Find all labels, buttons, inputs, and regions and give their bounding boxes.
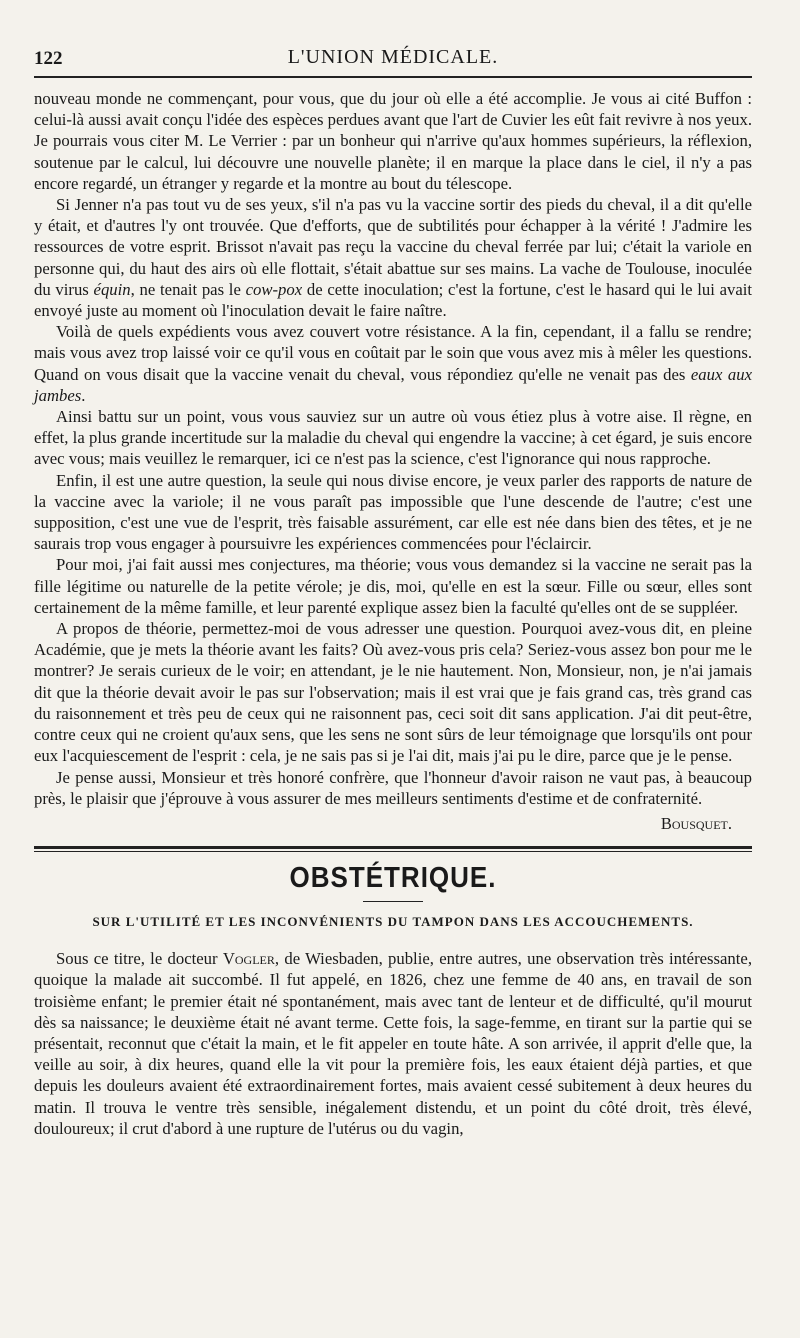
article-paragraph <box>34 948 752 1139</box>
page-header <box>34 42 752 74</box>
main-content <box>34 88 752 1139</box>
paragraph <box>34 88 752 194</box>
page-number: 122 <box>34 48 63 69</box>
paragraph <box>34 554 752 618</box>
header-rule <box>34 76 752 78</box>
paragraph <box>34 767 752 809</box>
text-run: Je pense aussi, Monsieur et très honoré confrère, que l'honneur d'avoir raison ne vaut pas, à beaucoup près, le plaisir que j'éprouve à vous assurer de mes meilleurs sentiments d'estime et de confraternité. <box>34 767 752 808</box>
text-run: Sous ce titre, le docteur <box>56 949 223 969</box>
paragraph <box>34 406 752 470</box>
signature: Bousquet. <box>660 813 732 833</box>
text-run: Enfin, il est une autre question, la seule qui nous divise encore, je veux parler des rapports de nature de la vaccine avec la variole; il ne vous paraît pas impossible que l'une descende de l'autre; c'est une supposition, c'est une vue de l'esprit, très faisable assurément, car elle est née dans bien des têtes, et je ne saurais trop vous engager à poursuivre les expériences commencées pour l'éclaircir. <box>34 470 752 554</box>
text-run: de cette inoculation; c'est la fortune, c'est le hasard qui le lui avait envoyé juste au moment où l'inoculation devait le faire naître. <box>34 279 752 321</box>
text-run: Voilà de quels expédients vous avez couvert votre résistance. A la fin, cependant, il a fallu se rendre; mais vous avez trop laissé voir ce qu'il vous en coûtait par le soin que vous avez mis à mêler les questions. Quand on vous disait que la vaccine venait du cheval, vous répondiez qu'elle ne venait pas des <box>34 322 752 384</box>
text-run: A propos de théorie, permettez-moi de vous adresser une question. Pourquoi avez-vous dit, en pleine Académie, que je mets la théorie avant les faits? Où avez-vous pris cela? Seriez-vous assez bon pour me le montrer? Je serais curieux de le voir; en attendant, je le nie hautement. Non, Monsieur, non, je n'ai jamais dit que la théorie devait avoir le pas sur l'observation; mais il est vrai que je fais grand cas, très grand cas du raisonnement et très peu de ceux qui ne raisonnent pas, ceci soit dit sans application. J'ai dit peut-être, contre ceux qui ne croient qu'aux sens, que les sens ne sont sûrs de leur témoignage que lorsqu'ils ont pour eux l'acquiescement de l'esprit : cela, je ne sais pas si je l'ai dit, mais j'ai pu le dire, parce que je le pense. <box>34 619 752 766</box>
title-rule <box>363 901 423 902</box>
section-title: OBSTÉTRIQUE. <box>289 860 497 894</box>
article-subtitle: SUR L'UTILITÉ ET LES INCONVÉNIENTS DU TAMPON DANS LES ACCOUCHEMENTS. <box>92 914 694 930</box>
paragraph <box>34 618 752 766</box>
paragraph <box>34 470 752 555</box>
text-run: Pour moi, j'ai fait aussi mes conjectures, ma théorie; vous vous demandez si la vaccine ne serait pas la fille légitime ou naturelle de la petite vérole; je dis, moi, qu'elle en est la sœur. Fille ou sœur, elles sont certainement de la même famille, et leur parenté explique assez bien la faculté qu'elles ont de se suppléer. <box>34 555 752 617</box>
italic-term: cow-pox <box>245 279 303 299</box>
running-title: L'UNION MÉDICALE. <box>287 46 499 68</box>
paragraph <box>34 194 752 321</box>
text-run: , ne tenait pas le <box>130 279 246 299</box>
section-separator <box>34 846 752 852</box>
text-run: nouveau monde ne commençant, pour vous, que du jour où elle a été accomplie. Je vous ai cité Buffon : celui-là aussi avait conçu l'idée des espèces perdues avant que l'art de Cuvier les eût fait revivre à nos yeux. Je pourrais vous citer M. Le Verrier : par un bonheur qui n'arrive qu'aux hommes supérieurs, la réflexion, soutenue par le calcul, lui découvre une nouvelle planète; il en marque la place dans le ciel, il n'y a pas encore regardé, un étranger y regarde et la montre au bout du télescope. <box>34 89 752 193</box>
italic-term: équin <box>93 279 131 299</box>
text-run: . <box>81 385 86 405</box>
text-run: Si Jenner n'a pas tout vu de ses yeux, s'il n'a pas vu la vaccine sortir des pieds du cheval, il a dit qu'elle y était, et d'autres l'y ont trouvée. Que d'efforts, que de subtilités pour échapper à la vérité ! J'admire les ressources de votre esprit. Brissot n'avait pas reçu la vaccine du cheval ferrée par lui; c'était la variole en personne qui, du haut des airs où elle flottait, s'était abattue sur ses mains. La vache de Toulouse, inoculée du virus <box>34 195 752 299</box>
author-name: Vogler <box>222 949 275 969</box>
italic-term: eaux aux jambes <box>34 364 752 405</box>
text-run: , de Wiesbaden, publie, entre autres, une observation très intéressante, quoique la malade ait succombé. Il fut appelé, en 1826, chez une femme de 40 ans, en travail de son troisième enfant; le premier était né spontanément, mais avec tant de lenteur et de difficulté, qu'il mourut dès sa naissance; le deuxième était né avant terme. Cette fois, la sage-femme, en tirant sur la partie qui se présentait, reconnut que c'était la main, et le fit appeler en toute hâte. A son arrivée, il apprit d'elle que, la veille au soir, à dix heures, quand elle la vit pour la première fois, les eaux étaient déjà parties, et que depuis les douleurs avaient été extraordinairement fortes, mais avaient cessé subitement à deux heures du matin. Il trouva le ventre très sensible, inégalement distendu, et un point du côté droit, très élevé, douloureux; il crut d'abord à une rupture de l'utérus ou du vagin, <box>34 949 752 1138</box>
paragraph <box>34 321 752 406</box>
letter-body <box>34 88 752 809</box>
text-run: Ainsi battu sur un point, vous vous sauviez sur un autre où vous étiez plus à votre aise. Il règne, en effet, la plus grande incertitude sur la maladie du cheval qui engendre la vaccine; à cet égard, je suis encore avec vous; mais veuillez le remarquer, ici ce n'est pas la science, c'est l'ignorance qui nous rapproche. <box>34 407 752 469</box>
